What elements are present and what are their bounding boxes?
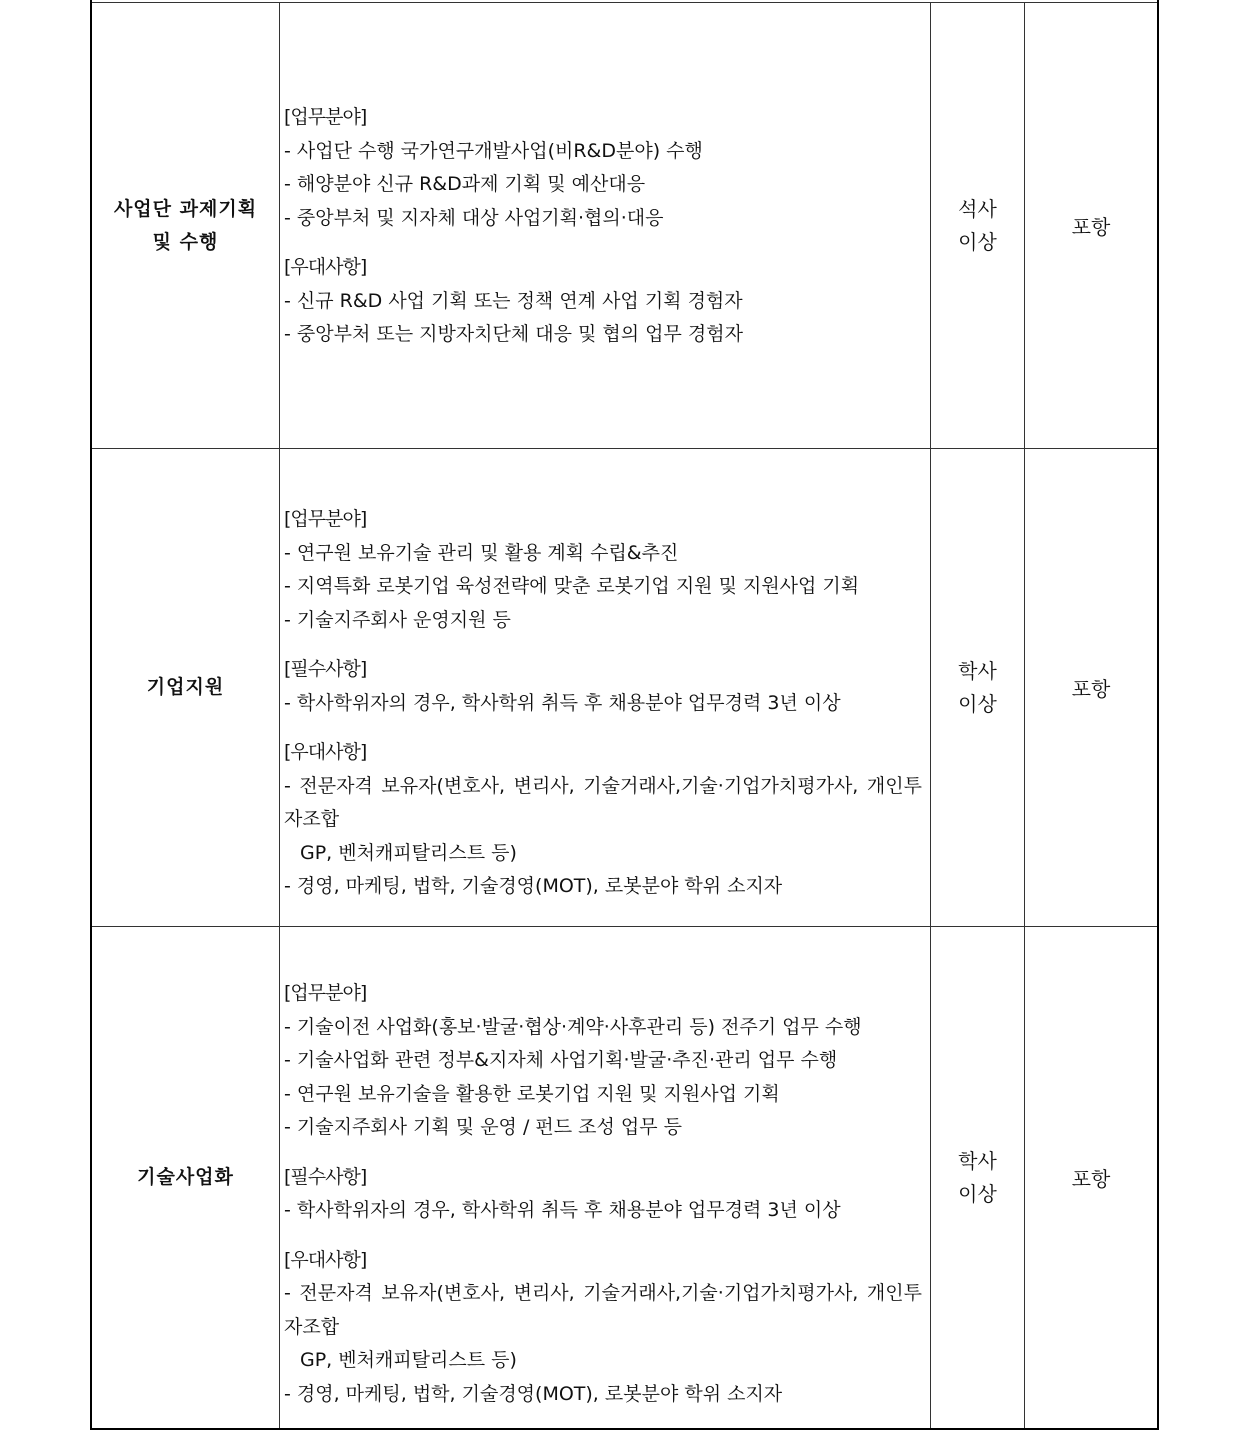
list-item: - 중앙부처 및 지자체 대상 사업기획·협의·대응: [284, 206, 664, 229]
section-header: [필수사항]: [284, 1165, 367, 1188]
location-cell: [1024, 3, 1157, 448]
degree-cell: [930, 927, 1024, 1428]
list-item: - 해양분야 신규 R&D과제 기획 및 예산대응: [284, 173, 646, 195]
section-header: [필수사항]: [284, 658, 367, 680]
list-item: - 중앙부처 또는 지방자치단체 대응 및 협의 업무 경험자: [284, 323, 743, 345]
list-item: - 지역특화 로봇기업 육성전략에 맞춘 로봇기업 지원 및 지원사업 기획: [284, 575, 860, 597]
list-item: - 연구원 보유기술을 활용한 로봇기업 지원 및 지원사업 기획: [284, 1082, 780, 1105]
job-description-cell: [279, 449, 930, 926]
list-item: - 학사학위자의 경우, 학사학위 취득 후 채용분야 업무경력 3년 이상: [284, 1199, 841, 1221]
job-description: [284, 503, 922, 904]
degree-requirement: 석사 이상: [958, 196, 997, 254]
degree-cell: [930, 449, 1024, 926]
list-item-continuation: GP, 벤처캐피탈리스트 등): [300, 841, 517, 864]
list-item: - 기술지주회사 기획 및 운영 / 펀드 조성 업무 등: [284, 1116, 682, 1138]
degree-cell: [930, 3, 1024, 448]
table-row: [92, 448, 1157, 926]
section-header: [우대사항]: [284, 741, 367, 763]
degree-requirement: 학사 이상: [958, 1148, 997, 1206]
job-title: 기업지원: [146, 676, 225, 698]
section-header: [업무분야]: [284, 508, 367, 530]
list-item: - 신규 R&D 사업 기획 또는 정책 연계 사업 기획 경험자: [284, 289, 743, 312]
job-description: [284, 101, 922, 352]
degree-requirement: 학사 이상: [958, 658, 997, 716]
table-row: [92, 926, 1157, 1428]
list-item: - 경영, 마케팅, 법학, 기술경영(MOT), 로봇분야 학위 소지자: [284, 875, 783, 897]
job-title-cell: [92, 927, 279, 1428]
list-item-continuation: GP, 벤처캐피탈리스트 등): [300, 1349, 517, 1371]
job-title: 기술사업화: [137, 1166, 234, 1188]
job-title-cell: [92, 3, 279, 448]
job-table: [90, 0, 1159, 1430]
section-header: [업무분야]: [284, 106, 367, 128]
job-title-cell: [92, 449, 279, 926]
list-item: - 학사학위자의 경우, 학사학위 취득 후 채용분야 업무경력 3년 이상: [284, 691, 841, 714]
work-location: 포항: [1071, 677, 1111, 701]
list-item: - 기술이전 사업화(홍보·발굴·협상·계약·사후관리 등) 전주기 업무 수행: [284, 1015, 862, 1038]
job-description-cell: [279, 927, 930, 1428]
job-title: 사업단 과제기획 및 수행: [113, 197, 258, 253]
list-item: - 기술사업화 관련 정부&지자체 사업기획·발굴·추진·관리 업무 수행: [284, 1049, 838, 1071]
table-row: [92, 2, 1157, 448]
list-item: - 경영, 마케팅, 법학, 기술경영(MOT), 로봇분야 학위 소지자: [284, 1382, 783, 1405]
location-cell: [1024, 927, 1157, 1428]
section-header: [우대사항]: [284, 1248, 367, 1271]
list-item: - 기술지주회사 운영지원 등: [284, 608, 511, 631]
section-header: [우대사항]: [284, 256, 367, 278]
section-header: [업무분야]: [284, 982, 367, 1004]
job-description: [284, 977, 922, 1411]
job-description-cell: [279, 3, 930, 448]
work-location: 포항: [1071, 1167, 1111, 1191]
list-item: - 전문자격 보유자(변호사, 변리사, 기술거래사,기술·기업가치평가사, 개인투자조합: [284, 774, 922, 830]
list-item: - 사업단 수행 국가연구개발사업(비R&D분야) 수행: [284, 139, 703, 162]
list-item: - 전문자격 보유자(변호사, 변리사, 기술거래사,기술·기업가치평가사, 개인투자조합: [284, 1282, 922, 1338]
list-item: - 연구원 보유기술 관리 및 활용 계획 수립&추진: [284, 541, 679, 564]
work-location: 포항: [1071, 215, 1111, 239]
location-cell: [1024, 449, 1157, 926]
